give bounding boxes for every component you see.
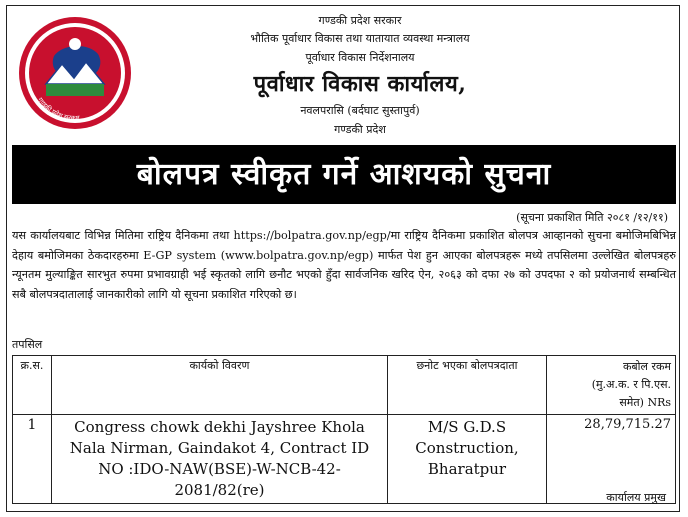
notice-body: यस कार्यालयबाट विभिन्न मितिमा राष्ट्रिय दैनिकमा तथा https://bolpatra.gov.np/egp/मा राष्ट्रिय दैनिकमा प्रकाशित बोलपत्र आव्हानको सुचना बमोजिमबिभिन्न देहाय बमोजिमका ठेकदारहरुमा E-GP system (www.bolpatra.gov.np/egp) मार्फत पेश हुन आएका बोलपत्रहरू मध्ये तपसिलमा उल्लेखित बोलपत्रहरु न्यूनतम मुल्याङ्कित सारभुत रुपमा प्रभावग्राही भई स्कृतको लागि छनौट भएको हुँदा सार्वजनिक खरिद ऐन, २०६३ को दफा २७ को उपदफा २ को प्रयोजनार्थ सम्बन्धित सबै बोलपत्रदातालाई जानकारीको लागि यो सूचना प्रकाशित गरिएको छ। (12, 229, 676, 301)
row-amount: 28,79,715.27 (547, 415, 676, 504)
notice-banner: बोलपत्र स्वीकृत गर्ने आशयको सुचना (12, 145, 676, 204)
header-amount-line3: समेत) NRs (619, 396, 671, 409)
row-bidder: M/S G.D.S Construction, Bharatpur (388, 415, 547, 504)
header-government: गण्डकी प्रदेश सरकार (318, 14, 402, 27)
header-amount (547, 356, 676, 415)
header-sn: क्र.स. (13, 356, 52, 415)
office-title: पूर्वाधार विकास कार्यालय, (253, 71, 467, 97)
header-bidder: छनोट भएका बोलपत्रदाता (388, 356, 547, 415)
header-amount-line2: (मु.अ.क. र पि.एस. (591, 378, 671, 391)
tapsil-label: तपसिल (12, 338, 43, 351)
row-sn: 1 (13, 415, 52, 504)
header-directorate: पूर्वाधार विकास निर्देशनालय (305, 51, 415, 64)
signature-label: कार्यालय प्रमुख (606, 491, 666, 504)
header-ministry: भौतिक पूर्वाधार विकास तथा यातायात व्यवस्था मन्त्रालय (250, 32, 470, 45)
nepal-emblem-icon (16, 14, 134, 132)
table-row (13, 415, 676, 504)
office-location: नवलपरासि (बर्दघाट सुस्तापुर्व) (300, 104, 420, 117)
publication-date: (सूचना प्रकाशित मिति २०८१ /१२/११) (516, 211, 668, 224)
table-header-row (13, 356, 676, 415)
header-work: कार्यको विवरण (52, 356, 388, 415)
row-work: Congress chowk dekhi Jayshree Khola Nala Nirman, Gaindakot 4, Contract ID NO :IDO-NAW(BSE)-W-NCB-42-2081/82(re) (52, 415, 388, 504)
svg-text:गण्डकी प्रदेश सरकार: गण्डकी प्रदेश सरकार (36, 96, 81, 123)
header-province: गण्डकी प्रदेश (334, 123, 386, 136)
header-amount-line1: कबोल रकम (622, 360, 671, 373)
award-table (12, 355, 676, 504)
